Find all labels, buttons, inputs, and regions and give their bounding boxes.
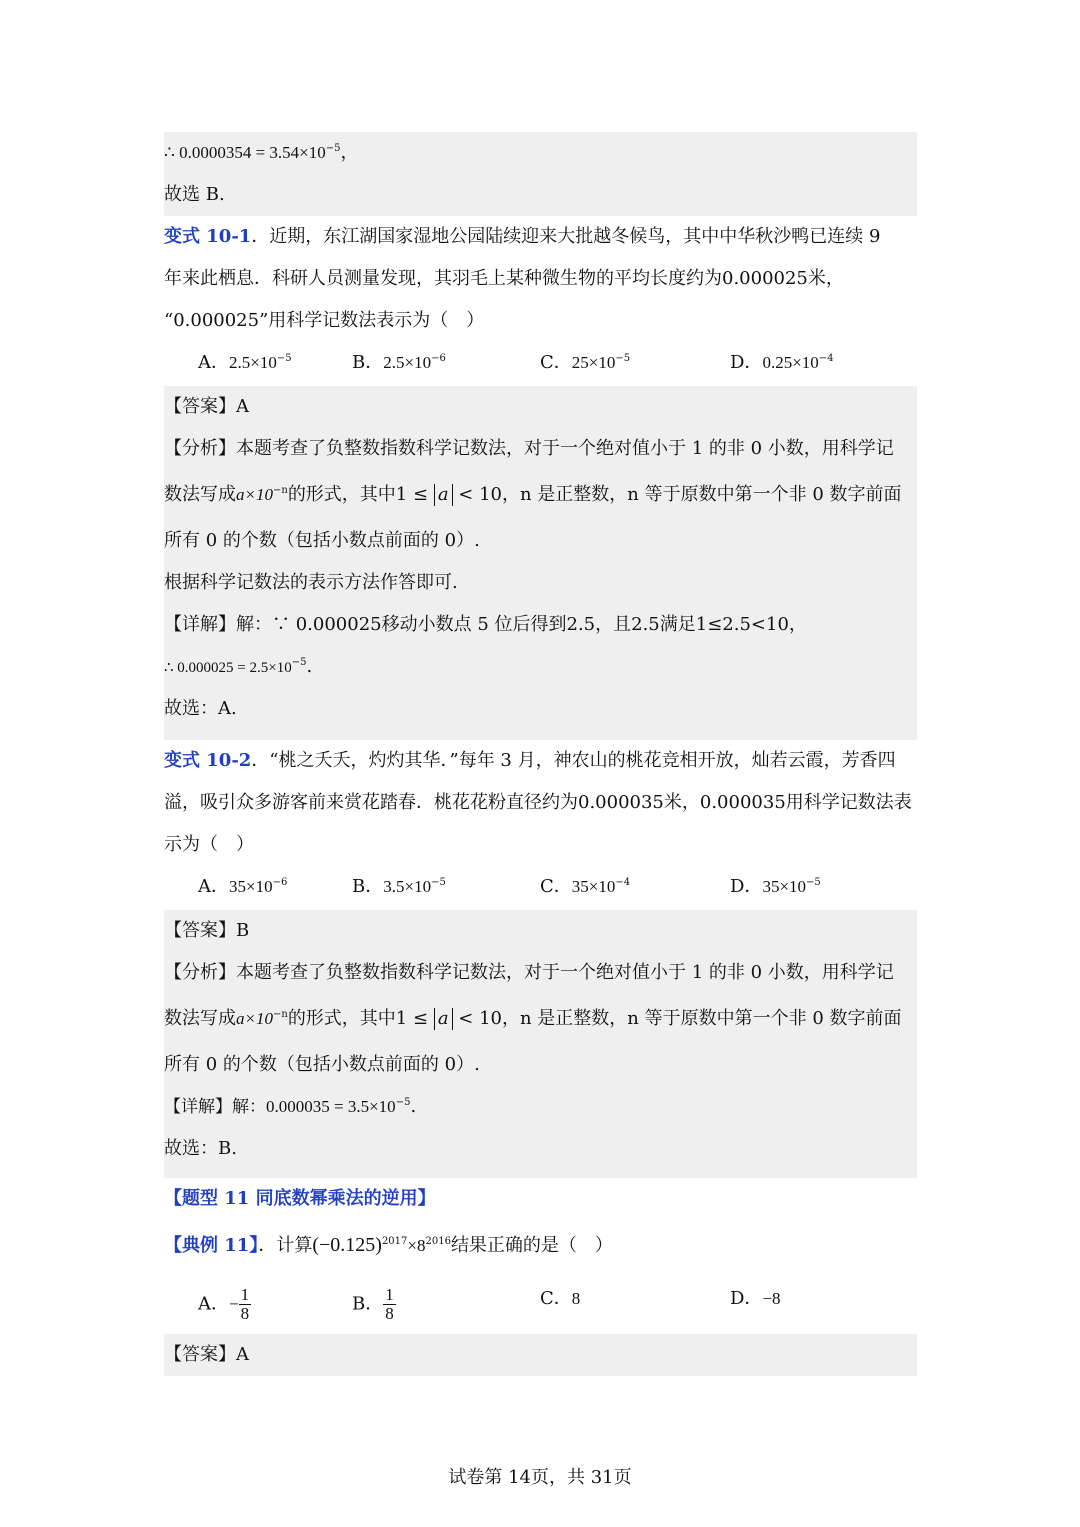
detail: 【详解】解：∵ 0.000025移动小数点 5 位后得到2.5，且2.5满足1≤2.5<10，: [164, 614, 807, 635]
option-b: B．$3.5\times 10^{-5}$: [352, 876, 446, 897]
answer: 【答案】B: [164, 920, 250, 941]
detail: 【详解】解：$0.000035 = 3.5\times 10^{-5}$.: [164, 1096, 417, 1117]
question-label: 变式 10-2: [164, 750, 252, 771]
analysis: 【分析】本题考查了负整数指数科学记数法，对于一个绝对值小于 1 的非 0 小数，用科学记: [164, 438, 894, 459]
example-11: 【典例 11】．计算$(-0.125)^{2017}\times 8^{2016}$结果正确的是（ ）: [164, 1234, 613, 1256]
option-b: B．$2.5\times 10^{-6}$: [352, 352, 446, 373]
options-row: [164, 1270, 917, 1334]
option-c: C．$25\times 10^{-5}$: [540, 352, 631, 373]
question-10-2: 变式 10-2．“桃之夭夭，灼灼其华．”每年 3 月，神农山的桃花竞相开放，灿若云霞，芳香四 溢，吸引众多游客前来赏花踏春．桃花花粉直径约为0.000035米，0.000035用科学记数法表 示为（ ） A．$35\times 10^{-6}$ B．$3.5\times 10^{-5}$ C．$35\times 10^{-4}$ D．$35\times 10^{-5}$: [164, 740, 917, 908]
section-title: 【题型 11 同底数幂乘法的逆用】: [164, 1188, 436, 1209]
page-footer: 试卷第 14页，共 31页: [448, 1467, 632, 1488]
question-label: 变式 10-1: [164, 226, 252, 247]
therefore-line: ∴ $0.0000354 = 3.54\times 10^{-5}$，: [164, 142, 359, 163]
solution-tail-block: [164, 132, 917, 216]
option-d: D．$0.25\times 10^{-4}$: [730, 352, 834, 373]
analysis: 【分析】本题考查了负整数指数科学记数法，对于一个绝对值小于 1 的非 0 小数，用科学记: [164, 962, 894, 983]
choose-line: 故选 B.: [164, 184, 225, 205]
answer-block-10-2: 【答案】B 【分析】本题考查了负整数指数科学记数法，对于一个绝对值小于 1 的非 0 小数，用科学记 数法写成$a\times 10^{-n}$的形式，其中1 ≤ a < 10，n 是正整数，n 等于原数中第一个非 0 数字前面 所有 0 的个数（包括小数点前面的 0）. 【详解】解：$0.000035 = 3.5\times 10^{-5}$. 故选：B.: [164, 910, 917, 1178]
option-a: A．$35\times 10^{-6}$: [198, 876, 288, 897]
option-a: A．− $\frac{1}{8}$: [198, 1285, 250, 1323]
section-11: [164, 1178, 917, 1334]
option-a: A．$2.5\times 10^{-5}$: [198, 352, 292, 373]
answer-block-11: [164, 1334, 917, 1376]
answer: 【答案】A: [164, 396, 249, 417]
option-d: D．−8: [730, 1288, 781, 1309]
question-10-1: 变式 10-1．近期，东江湖国家湿地公园陆续迎来大批越冬候鸟，其中中华秋沙鸭已连续 9 年来此栖息．科研人员测量发现，其羽毛上某种微生物的平均长度约为0.000025米， “0.000025”用科学记数法表示为（ ） A．$2.5\times 10^{-5}$ B．$2.5\times 10^{-6}$ C．$25\times 10^{-5}$ D．$0.25\times 10^{-4}$: [164, 216, 917, 384]
answer-block-10-1: 【答案】A 【分析】本题考查了负整数指数科学记数法，对于一个绝对值小于 1 的非 0 小数，用科学记 数法写成$a\times 10^{-n}$的形式，其中1 ≤ a < 10，n 是正整数，n 等于原数中第一个非 0 数字前面 所有 0 的个数（包括小数点前面的 0）. 根据科学记数法的表示方法作答即可. 【详解】解：∵ 0.000025移动小数点 5 位后得到2.5，且2.5满足1≤2.5<10， ∴ $0.000025 = 2.5\times 10^{-5}$. 故选：A.: [164, 386, 917, 740]
option-d: D．$35\times 10^{-5}$: [730, 876, 821, 897]
options-row: [164, 866, 917, 908]
answer: 【答案】A: [164, 1344, 249, 1365]
options-row: [164, 342, 917, 384]
option-c: C．8: [540, 1288, 581, 1309]
option-b: B． $\frac{1}{8}$: [352, 1285, 394, 1323]
option-c: C．$35\times 10^{-4}$: [540, 876, 631, 897]
